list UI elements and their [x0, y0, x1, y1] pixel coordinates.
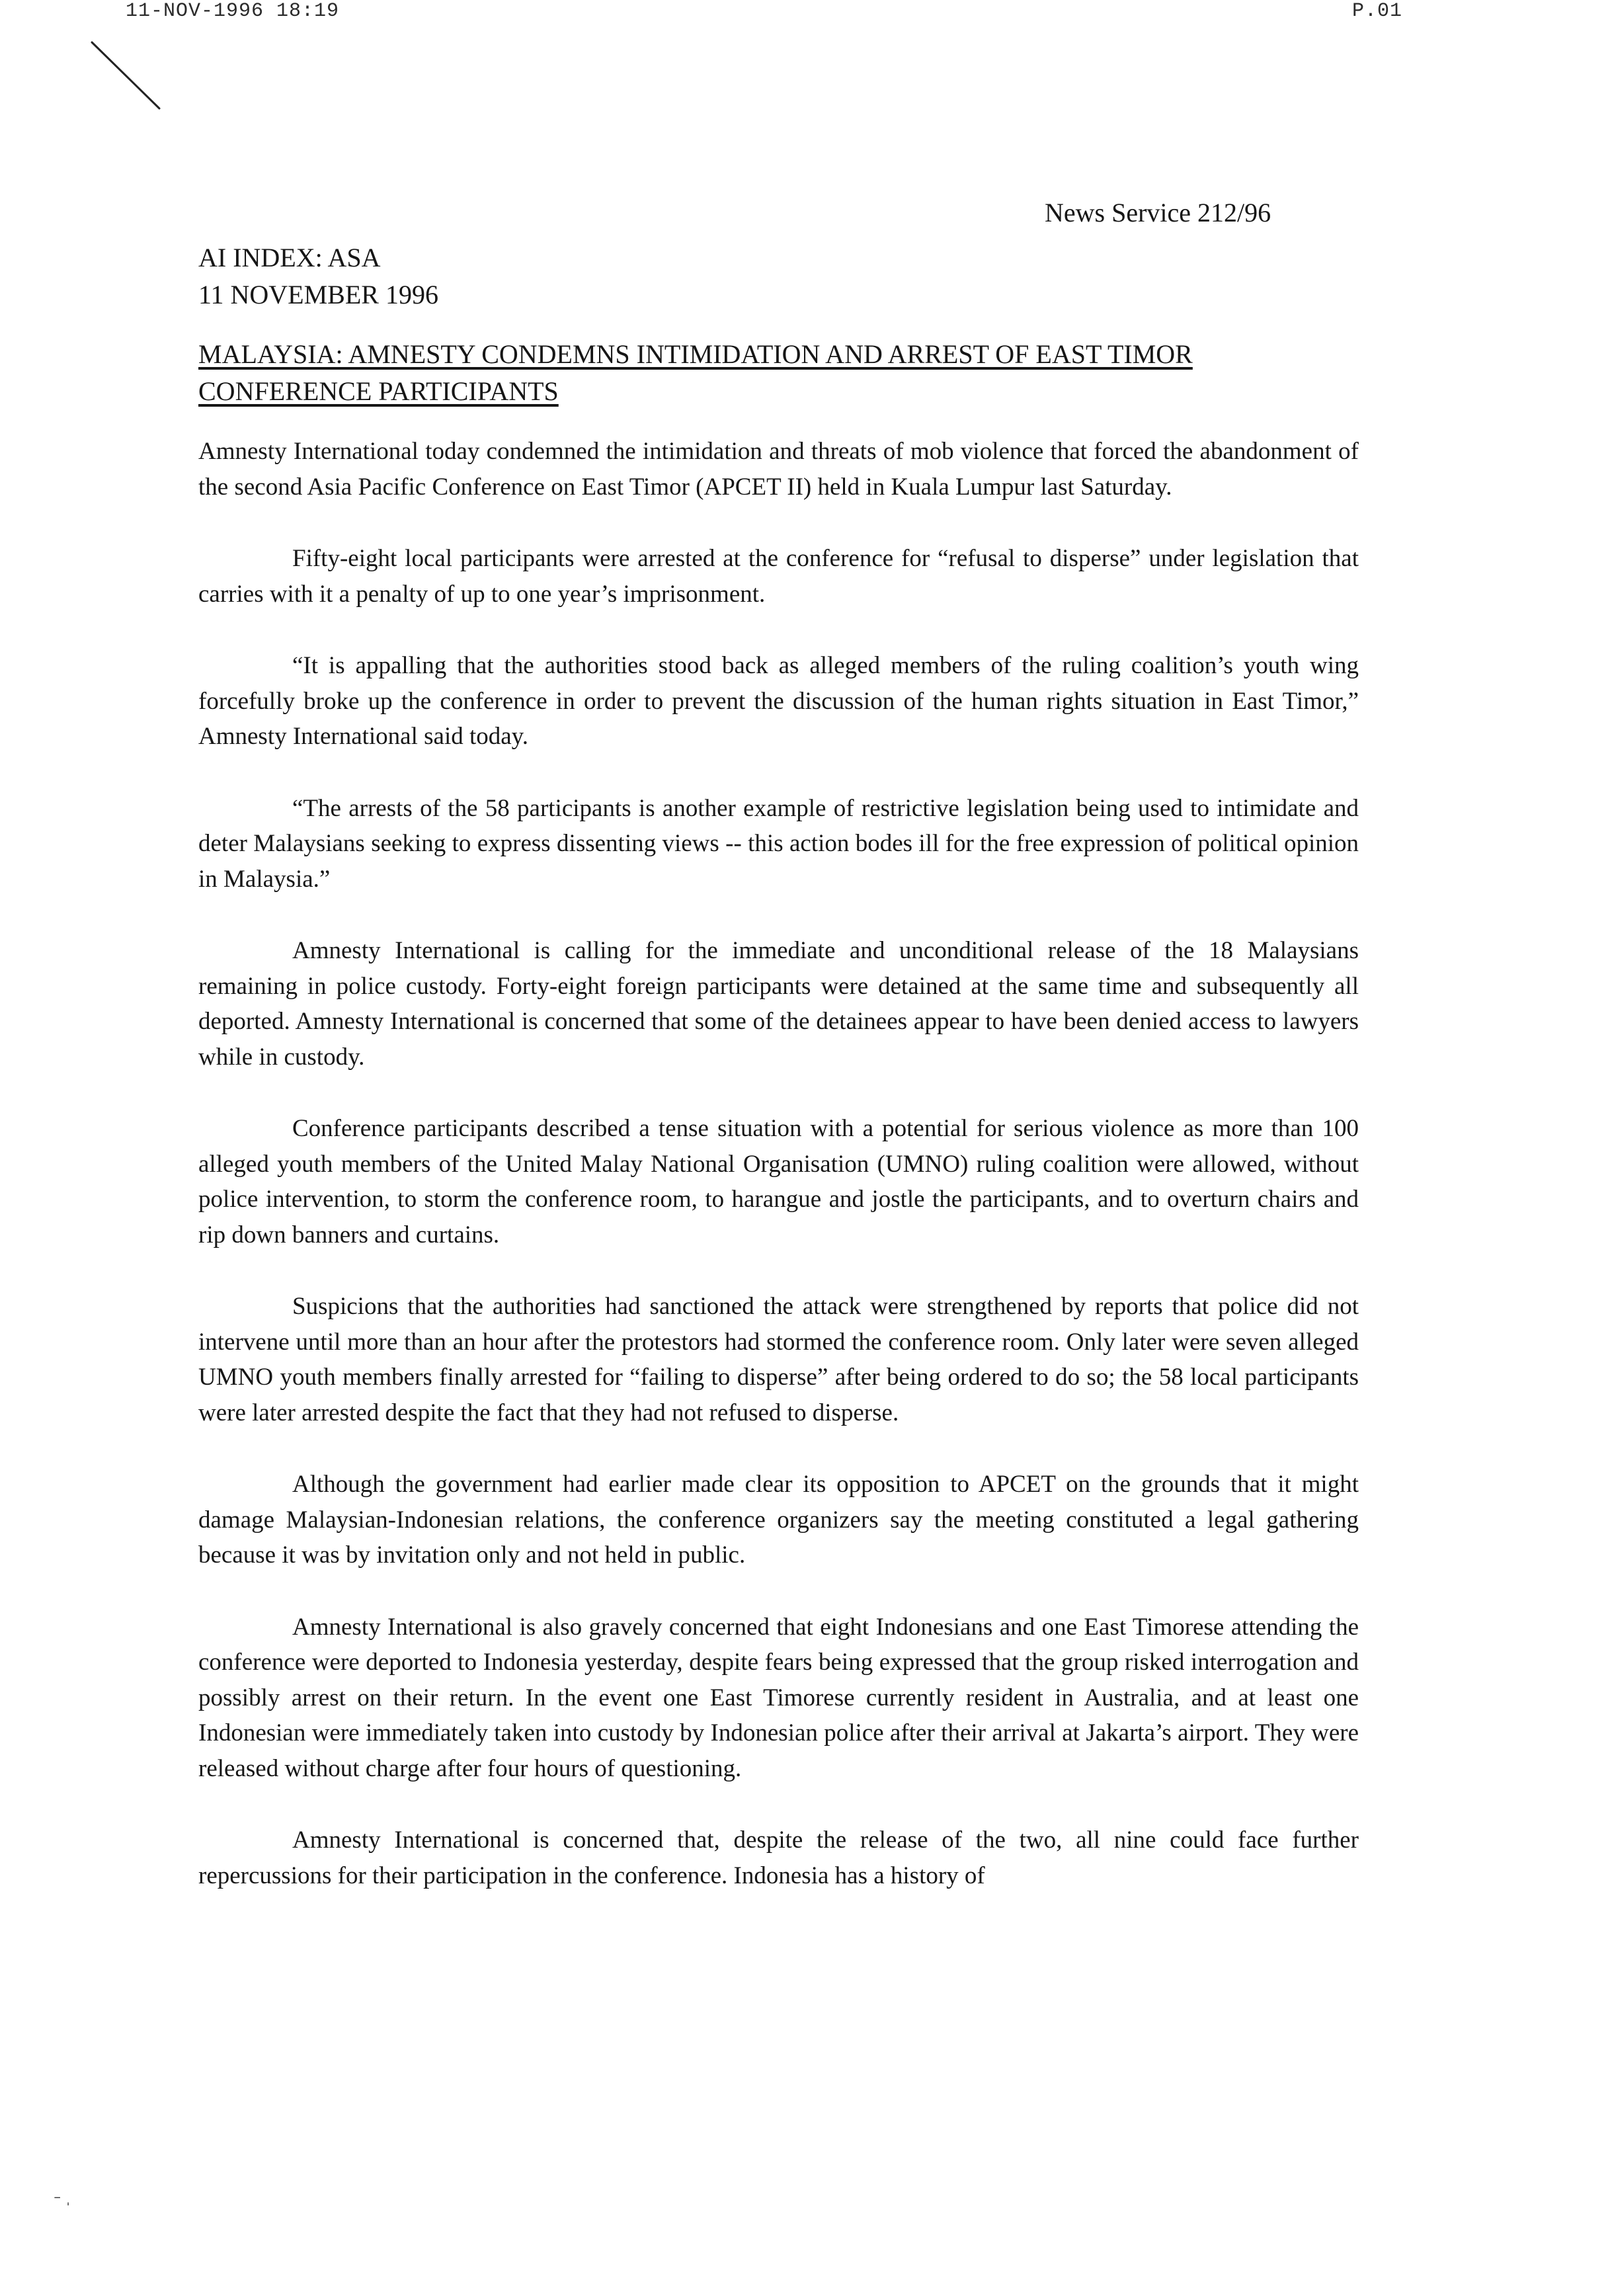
fax-header	[0, 0, 1608, 26]
paragraph: Amnesty International is calling for the immediate and unconditional release of the 18 Malaysians remaining in police custody. Forty-eight foreign participants were detained at the same time and subsequently all deported. Amnesty International is concerned that some of the detainees appear to have been denied access to lawyers while in custody.	[198, 937, 1359, 1071]
corner-mark: ˗ ˌ	[54, 2186, 71, 2206]
paragraph: Fifty-eight local participants were arrested at the conference for “refusal to disperse” under legislation that carries with it a penalty of up to one year’s imprisonment.	[198, 545, 1359, 608]
ai-index: AI INDEX: ASA	[198, 243, 381, 272]
paragraph: Although the government had earlier made clear its opposition to APCET on the grounds that it might damage Malaysian-Indonesian relations, the conference organizers say the meeting constituted a legal gathering because it was by invitation only and not held in public.	[198, 1471, 1359, 1569]
paragraph: “It is appalling that the authorities stood back as alleged members of the ruling coalition’s youth wing forcefully broke up the conference in order to prevent the discussion of the human rights situation in East Timor,” Amnesty International said today.	[198, 652, 1359, 750]
handwritten-slash-mark	[89, 40, 162, 112]
paragraph: Suspicions that the authorities had sanctioned the attack were strengthened by reports that police did not intervene until more than an hour after the protestors had stormed the conference room. Only later were seven alleged UMNO youth members finally arrested for “failing to disperse” after being ordered to do so; the 58 local participants were later arrested despite the fact that they had not refused to disperse.	[198, 1293, 1359, 1426]
document-date: 11 NOVEMBER 1996	[198, 280, 438, 309]
news-service-number: News Service 212/96	[1045, 198, 1271, 227]
paragraph: Amnesty International is concerned that, despite the release of the two, all nine could face further repercussions for their participation in the conference. Indonesia has a history of	[198, 1826, 1359, 1889]
headline: MALAYSIA: AMNESTY CONDEMNS INTIMIDATION AND ARREST OF EAST TIMOR CONFERENCE PARTICIPANTS	[198, 339, 1193, 406]
document-body	[198, 434, 1359, 1930]
paragraph: Conference participants described a tense situation with a potential for serious violence as more than 100 alleged youth members of the United Malay National Organisation (UMNO) ruling coalition were allowed, without police intervention, to storm the conference room, to harangue and jostle the participants, and to overturn chairs and rip down banners and curtains.	[198, 1115, 1359, 1249]
paragraph: Amnesty International is also gravely concerned that eight Indonesians and one East Timorese attending the conference were deported to Indonesia yesterday, despite fears being expressed that the group risked interrogation and possibly arrest on their return. In the event one East Timorese currently resident in Australia, and at least one Indonesian were immediately taken into custody by Indonesian police after their arrival at Jakarta’s airport. They were released without charge after four hours of questioning.	[198, 1613, 1359, 1782]
fax-datetime: 11-NOV-1996 18:19	[126, 0, 340, 22]
paragraph: “The arrests of the 58 participants is another example of restrictive legislation being used to intimidate and deter Malaysians seeking to express dissenting views -- this action bodes ill for the free expression of political opinion in Malaysia.”	[198, 794, 1359, 893]
document-meta	[198, 239, 438, 313]
paragraph: Amnesty International today condemned the intimidation and threats of mob violence that forced the abandonment of the second Asia Pacific Conference on East Timor (APCET II) held in Kuala Lumpur last Saturday.	[198, 438, 1359, 501]
fax-page-number: P.01	[1352, 0, 1403, 22]
